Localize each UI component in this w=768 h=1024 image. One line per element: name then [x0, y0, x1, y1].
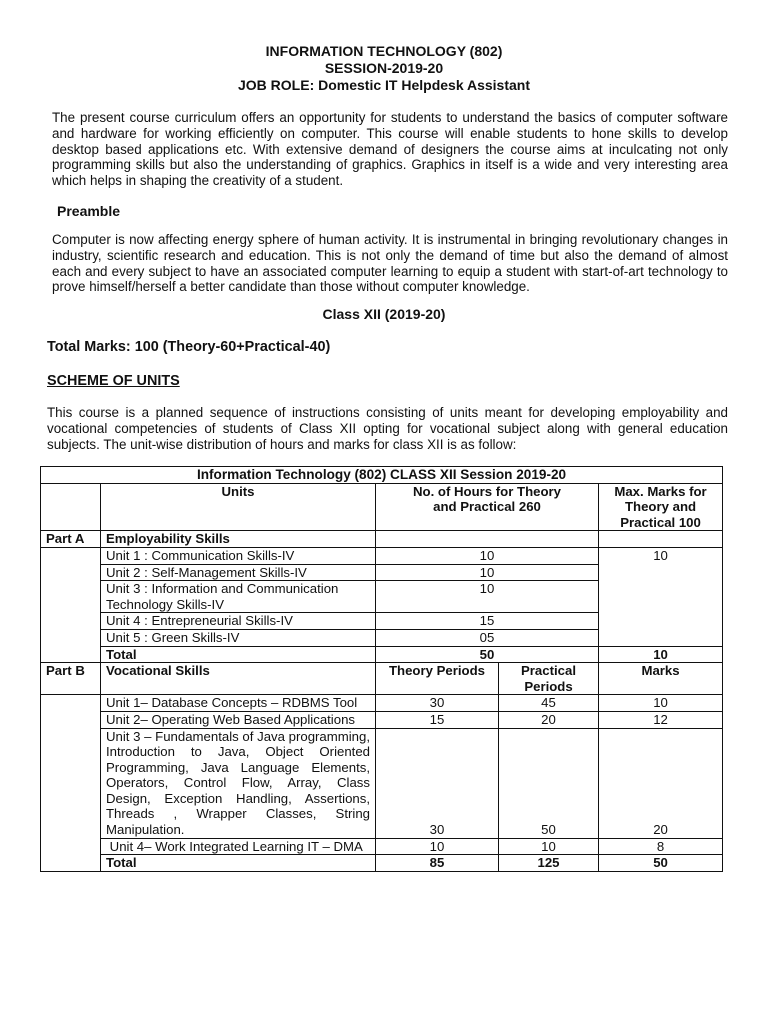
part-b-total-practical: 125	[499, 855, 599, 872]
part-a-total-hours: 50	[376, 646, 599, 663]
scheme-paragraph: This course is a planned sequence of instructions consisting of units meant for developing employability and vocational competencies of students of Class XII opting for vocational subject along with general education subjects. The unit-wise distribution of hours and marks for class XII is as follow:	[47, 405, 728, 452]
part-a-total-label: Total	[101, 646, 376, 663]
header-theory-periods: Theory Periods	[376, 663, 499, 695]
part-a-marks: 10	[599, 547, 723, 646]
part-b-total-theory: 85	[376, 855, 499, 872]
unit-theory: 30	[376, 695, 499, 712]
table-header-row	[41, 483, 723, 531]
preamble-paragraph: Computer is now affecting energy sphere of human activity. It is instrumental in bringing revolutionary changes in industry, scientific research and education. This is not only the demand of time but also the demand of almost each and every subject to have an associated computer learning to equip a student with start-of-art technology to prove himself/herself a better candidate than those without computer knowledge.	[52, 232, 728, 295]
title-line-2: SESSION-2019-20	[324, 60, 444, 76]
table-row	[41, 695, 723, 712]
unit-theory: 15	[376, 711, 499, 728]
table-row	[41, 838, 723, 855]
unit-practical: 45	[499, 695, 599, 712]
part-b-title: Vocational Skills	[101, 663, 376, 695]
unit-name: Unit 5 : Green Skills-IV	[101, 629, 376, 646]
header-hours: No. of Hours for Theory and Practical 260	[376, 483, 599, 531]
header-max-marks: Max. Marks for Theory and Practical 100	[599, 483, 723, 531]
unit-theory: 30	[376, 728, 499, 838]
unit-hours: 05	[376, 629, 599, 646]
header-practical-periods: Practical Periods	[499, 663, 599, 695]
unit-hours: 10	[376, 581, 599, 613]
part-b-total-marks: 50	[599, 855, 723, 872]
title-line-1: INFORMATION TECHNOLOGY (802)	[265, 43, 503, 59]
unit-marks: 12	[599, 711, 723, 728]
part-b-total-label: Total	[101, 855, 376, 872]
unit-practical: 10	[499, 838, 599, 855]
unit-name: Unit 1– Database Concepts – RDBMS Tool	[101, 695, 376, 712]
header-empty-cell	[41, 483, 101, 531]
unit-hours: 15	[376, 613, 599, 630]
header-marks: Marks	[599, 663, 723, 695]
part-a-label: Part A	[41, 531, 101, 548]
title-line-3: JOB ROLE: Domestic IT Helpdesk Assistant	[238, 77, 530, 93]
table-row	[41, 728, 723, 838]
units-table	[40, 466, 723, 872]
unit-name: Unit 2 : Self-Management Skills-IV	[101, 564, 376, 581]
class-title: Class XII (2019-20)	[322, 306, 446, 322]
table-title-row	[41, 467, 723, 484]
intro-paragraph: The present course curriculum offers an opportunity for students to understand the basics of computer software and hardware for working efficiently on computer. This course will enable students to hone skills to develop desktop based applications etc. With extensive demand of designers the course aims at inculcating not only programming skills but also the understanding of graphics. Graphics in itself is a wide and very interesting area which helps in shaping the creativity of a student.	[52, 110, 728, 189]
header-units: Units	[101, 483, 376, 531]
unit-name: Unit 2– Operating Web Based Applications	[101, 711, 376, 728]
unit-practical: 50	[499, 728, 599, 838]
unit-name: Unit 1 : Communication Skills-IV	[101, 547, 376, 564]
unit-name: Unit 3 : Information and Communication Technology Skills-IV	[101, 581, 376, 613]
table-row	[41, 547, 723, 564]
unit-name: Unit 3 – Fundamentals of Java programming, Introduction to Java, Object Oriented Programming, Java Language Elements, Operators, Control Flow, Array, Class Design, Exception Handling, Assertions, Threads , Wrapper Classes, String Manipulation.	[101, 728, 376, 838]
part-b-label: Part B	[41, 663, 101, 695]
unit-theory: 10	[376, 838, 499, 855]
scheme-heading: SCHEME OF UNITS	[47, 373, 180, 389]
part-a-total-marks: 10	[599, 646, 723, 663]
table-row	[41, 663, 723, 695]
unit-name: Unit 4– Work Integrated Learning IT – DMA	[101, 838, 376, 855]
unit-hours: 10	[376, 547, 599, 564]
unit-hours: 10	[376, 564, 599, 581]
table-row	[41, 646, 723, 663]
table-row	[41, 711, 723, 728]
unit-practical: 20	[499, 711, 599, 728]
unit-marks: 20	[599, 728, 723, 838]
part-a-title: Employability Skills	[101, 531, 376, 548]
unit-name: Unit 4 : Entrepreneurial Skills-IV	[101, 613, 376, 630]
table-row	[41, 531, 723, 548]
table-row	[41, 855, 723, 872]
total-marks: Total Marks: 100 (Theory-60+Practical-40)	[47, 339, 331, 355]
unit-marks: 10	[599, 695, 723, 712]
unit-marks: 8	[599, 838, 723, 855]
preamble-heading: Preamble	[57, 203, 121, 219]
table-title: Information Technology (802) CLASS XII Session 2019-20	[41, 467, 723, 484]
